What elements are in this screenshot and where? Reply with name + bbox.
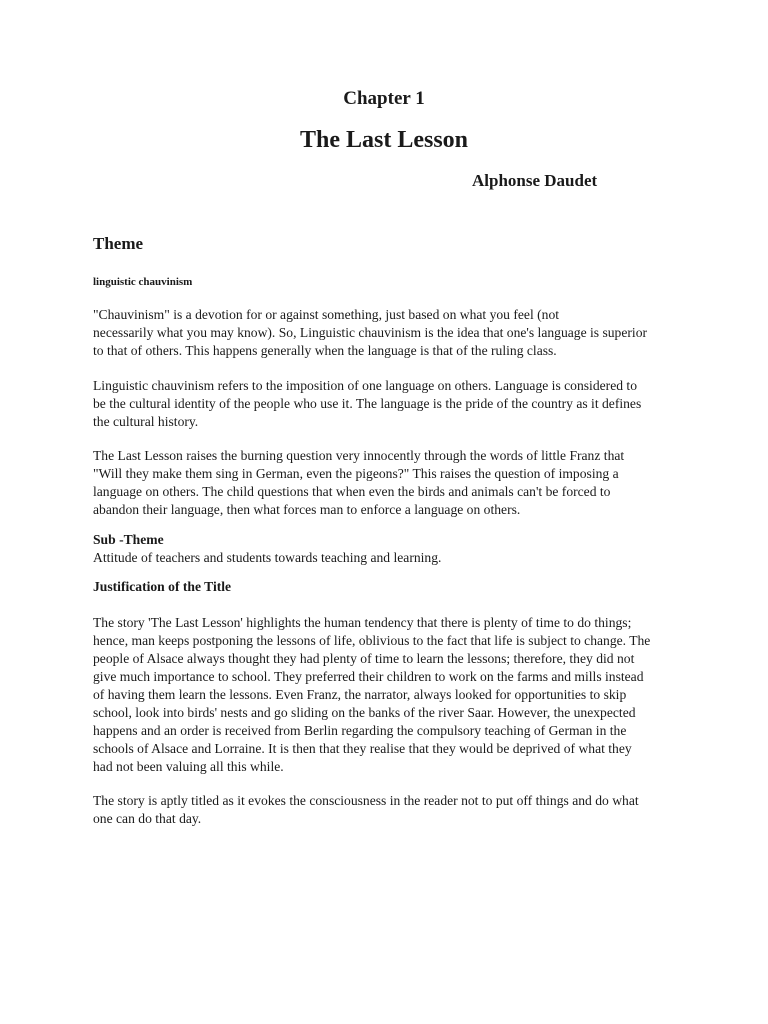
page-title: The Last Lesson — [299, 127, 469, 153]
text-line: had not been valuing all this while. — [93, 759, 284, 774]
text-line: to that of others. This happens generally when the language is that of the ruling class. — [93, 343, 557, 358]
text-line: The Last Lesson raises the burning question very innocently through the words of little Franz that — [93, 448, 625, 463]
justification-paragraph-1 — [93, 614, 683, 776]
text-line: "Will they make them sing in German, even the pigeons?" This raises the question of imposing a — [93, 466, 619, 481]
text-line: abandon their language, then what forces man to enforce a language on others. — [93, 502, 521, 517]
text-line: The story is aptly titled as it evokes the consciousness in the reader not to put off things and do what — [93, 793, 639, 808]
sub-theme-heading: Sub -Theme — [93, 532, 164, 547]
text-line: the cultural history. — [93, 414, 199, 429]
chapter-label: Chapter 1 — [343, 88, 425, 109]
justification-heading: Justification of the Title — [93, 579, 232, 594]
theme-paragraph-2 — [93, 377, 683, 431]
text-line: people of Alsace always thought they had plenty of time to learn the lessons; therefore, they did not — [93, 651, 635, 666]
theme-paragraph-3 — [93, 447, 683, 519]
text-line: be the cultural identity of the people who use it. The language is the pride of the country as it defines — [93, 396, 642, 411]
justification-paragraph-2 — [93, 792, 683, 828]
text-line: Linguistic chauvinism refers to the imposition of one language on others. Language is considered to — [93, 378, 637, 393]
theme-subheading: linguistic chauvinism — [93, 276, 193, 288]
text-line: necessarily what you may know). So, Linguistic chauvinism is the idea that one's language is superior — [93, 325, 648, 340]
text-line: happens and an order is received from Berlin regarding the compulsory teaching of German in the — [93, 723, 627, 738]
text-line: of having them learn the lessons. Even Franz, the narrator, always looked for opportunities to skip — [93, 687, 627, 702]
author-name: Alphonse Daudet — [472, 171, 598, 190]
text-line: give much importance to school. They preferred their children to work on the farms and mills instead — [93, 669, 644, 684]
sub-theme-text: Attitude of teachers and students towards teaching and learning. — [93, 550, 442, 565]
text-line: school, look into birds' nests and go sliding on the banks of the river Saar. However, the unexpected — [93, 705, 636, 720]
text-line: The story 'The Last Lesson' highlights the human tendency that there is plenty of time to do things; — [93, 615, 632, 630]
text-line: schools of Alsace and Lorraine. It is then that they realise that they would be deprived of what they — [93, 741, 632, 756]
text-line: hence, man keeps postponing the lessons of life, oblivious to the fact that life is subject to change. The — [93, 633, 651, 648]
text-line: one can do that day. — [93, 811, 202, 826]
theme-paragraph-1 — [93, 306, 683, 360]
text-line: "Chauvinism" is a devotion for or against something, just based on what you feel (not — [93, 307, 560, 322]
theme-heading: Theme — [93, 234, 144, 253]
text-line: language on others. The child questions that when even the birds and animals can't be forced to — [93, 484, 611, 499]
